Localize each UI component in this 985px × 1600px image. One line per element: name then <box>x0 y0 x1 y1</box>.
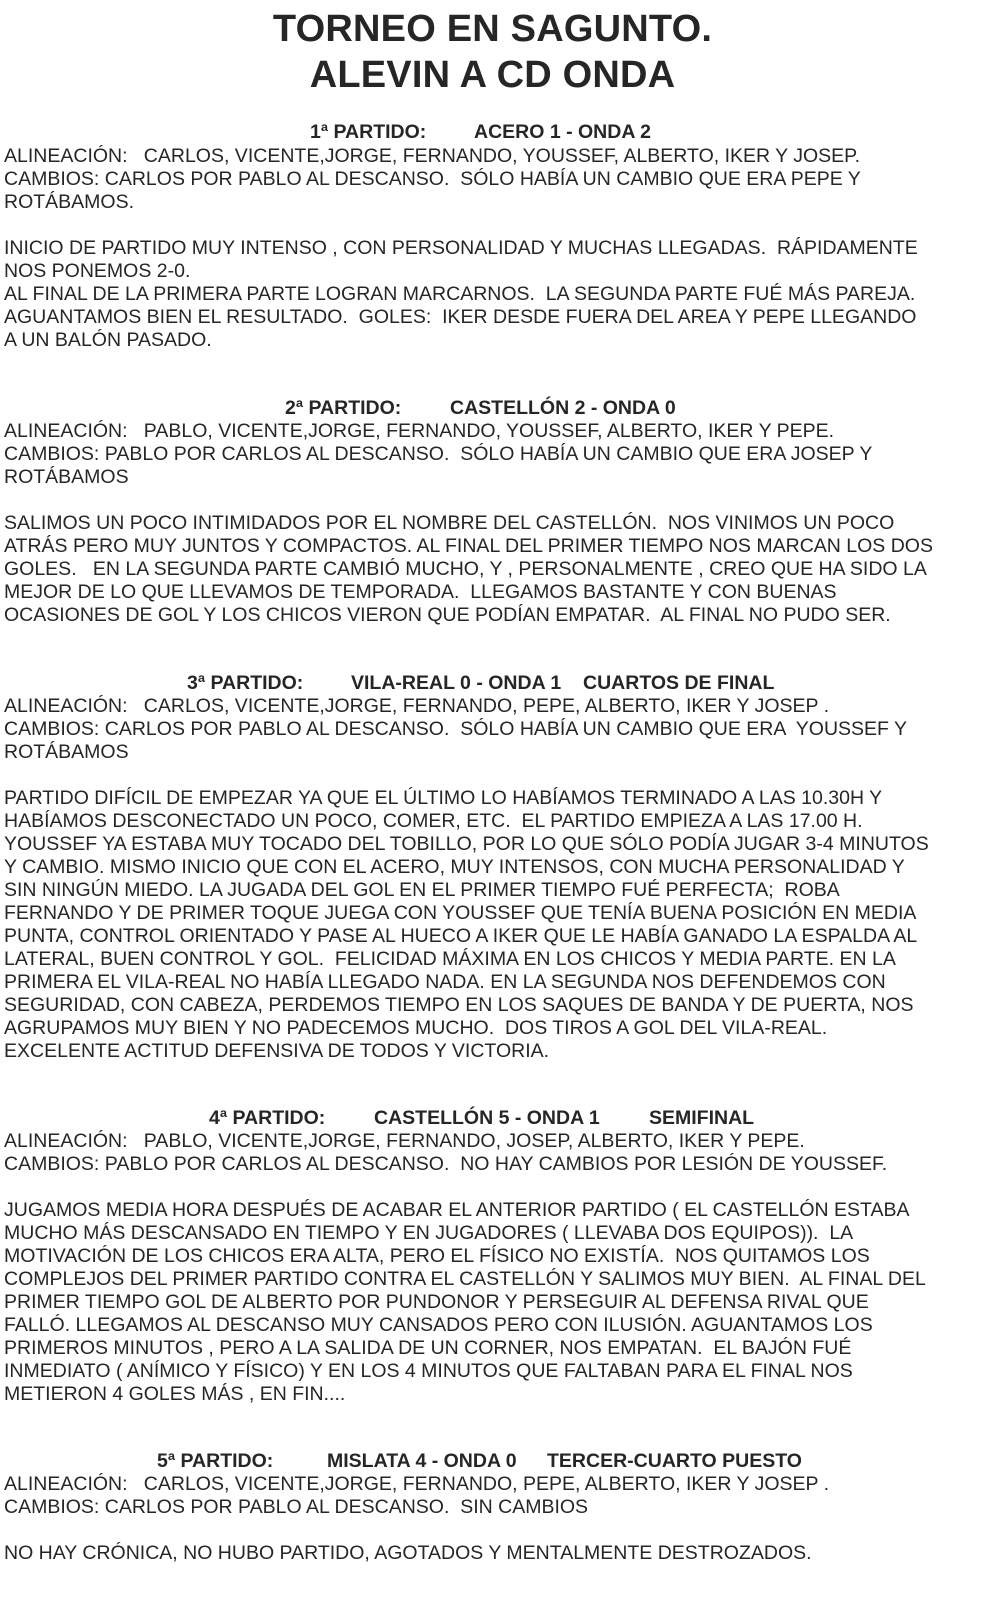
match-score: CASTELLÓN 2 - ONDA 0 <box>450 397 676 419</box>
text-line: PRIMER TIEMPO GOL DE ALBERTO POR PUNDONOR Y PERSEGUIR AL DEFENSA RIVAL QUE <box>4 1291 869 1313</box>
text-line: ROTÁBAMOS <box>4 741 129 763</box>
text-line: NOS PONEMOS 2-0. <box>4 260 191 282</box>
text-line: MOTIVACIÓN DE LOS CHICOS ERA ALTA, PERO EL FÍSICO NO EXISTÍA. NOS QUITAMOS LOS <box>4 1245 870 1267</box>
text-line: SEGURIDAD, CON CABEZA, PERDEMOS TIEMPO EN LOS SAQUES DE BANDA Y DE PUERTA, NOS <box>4 994 914 1016</box>
lineup-line: ALINEACIÓN: CARLOS, VICENTE,JORGE, FERNANDO, YOUSSEF, ALBERTO, IKER Y JOSEP. <box>4 145 861 167</box>
text-line: PUNTA, CONTROL ORIENTADO Y PASE AL HUECO A IKER QUE LE HABÍA GANADO LA ESPALDA AL <box>4 925 918 947</box>
text-line: SALIMOS UN POCO INTIMIDADOS POR EL NOMBRE DEL CASTELLÓN. NOS VINIMOS UN POCO <box>4 512 895 534</box>
text-line: JUGAMOS MEDIA HORA DESPUÉS DE ACABAR EL ANTERIOR PARTIDO ( EL CASTELLÓN ESTABA <box>4 1199 910 1221</box>
substitutions-line: CAMBIOS: CARLOS POR PABLO AL DESCANSO. SÓLO HABÍA UN CAMBIO QUE ERA YOUSSEF Y <box>4 718 908 740</box>
match-number: 2ª PARTIDO: <box>285 397 402 419</box>
match-round: TERCER-CUARTO PUESTO <box>547 1450 802 1472</box>
text-line: GOLES. EN LA SEGUNDA PARTE CAMBIÓ MUCHO, Y , PERSONALMENTE , CREO QUE HA SIDO LA <box>4 558 927 580</box>
text-line: COMPLEJOS DEL PRIMER PARTIDO CONTRA EL CASTELLÓN Y SALIMOS MUY BIEN. AL FINAL DEL <box>4 1268 926 1290</box>
text-line: OCASIONES DE GOL Y LOS CHICOS VIERON QUE PODÍAN EMPATAR. AL FINAL NO PUDO SER. <box>4 604 891 626</box>
text-line: A UN BALÓN PASADO. <box>4 329 212 351</box>
match-number: 3ª PARTIDO: <box>187 672 304 694</box>
title-line-1: TORNEO EN SAGUNTO. <box>272 8 713 50</box>
match-number: 5ª PARTIDO: <box>157 1450 274 1472</box>
lineup-line: ALINEACIÓN: PABLO, VICENTE,JORGE, FERNANDO, JOSEP, ALBERTO, IKER Y PEPE. <box>4 1130 805 1152</box>
text-line: LATERAL, BUEN CONTROL Y GOL. FELICIDAD MÁXIMA EN LOS CHICOS Y MEDIA PARTE. EN LA <box>4 948 896 970</box>
substitutions-line: CAMBIOS: CARLOS POR PABLO AL DESCANSO. SIN CAMBIOS <box>4 1496 589 1518</box>
substitutions-line: CAMBIOS: CARLOS POR PABLO AL DESCANSO. SÓLO HABÍA UN CAMBIO QUE ERA PEPE Y <box>4 168 861 190</box>
text-line: INMEDIATO ( ANÍMICO Y FÍSICO) Y EN LOS 4 MINUTOS QUE FALTABAN PARA EL FINAL NOS <box>4 1360 853 1382</box>
lineup-line: ALINEACIÓN: CARLOS, VICENTE,JORGE, FERNANDO, PEPE, ALBERTO, IKER Y JOSEP . <box>4 695 830 717</box>
text-line: NO HAY CRÓNICA, NO HUBO PARTIDO, AGOTADOS Y MENTALMENTE DESTROZADOS. <box>4 1542 812 1564</box>
match-score: CASTELLÓN 5 - ONDA 1 <box>374 1107 600 1129</box>
text-line: AL FINAL DE LA PRIMERA PARTE LOGRAN MARCARNOS. LA SEGUNDA PARTE FUÉ MÁS PAREJA. <box>4 283 916 305</box>
text-line: PARTIDO DIFÍCIL DE EMPEZAR YA QUE EL ÚLTIMO LO HABÍAMOS TERMINADO A LAS 10.30H Y <box>4 787 883 809</box>
text-line: PRIMEROS MINUTOS , PERO A LA SALIDA DE UN CORNER, NOS EMPATAN. EL BAJÓN FUÉ <box>4 1337 852 1359</box>
match-round: CUARTOS DE FINAL <box>583 672 775 694</box>
title-line-2: ALEVIN A CD ONDA <box>309 54 676 96</box>
match-number: 4ª PARTIDO: <box>209 1107 326 1129</box>
text-line: EXCELENTE ACTITUD DEFENSIVA DE TODOS Y VICTORIA. <box>4 1040 550 1062</box>
substitutions-line: CAMBIOS: PABLO POR CARLOS AL DESCANSO. SÓLO HABÍA UN CAMBIO QUE ERA JOSEP Y <box>4 443 873 465</box>
text-line: YOUSSEF YA ESTABA MUY TOCADO DEL TOBILLO, POR LO QUE SÓLO PODÍA JUGAR 3-4 MINUTOS <box>4 833 929 855</box>
text-line: Y CAMBIO. MISMO INICIO QUE CON EL ACERO, MUY INTENSOS, CON MUCHA PERSONALIDAD Y <box>4 856 905 878</box>
text-line: METIERON 4 GOLES MÁS , EN FIN.... <box>4 1383 346 1405</box>
text-line: FALLÓ. LLEGAMOS AL DESCANSO MUY CANSADOS PERO CON ILUSIÓN. AGUANTAMOS LOS <box>4 1314 873 1336</box>
lineup-line: ALINEACIÓN: PABLO, VICENTE,JORGE, FERNANDO, YOUSSEF, ALBERTO, IKER Y PEPE. <box>4 420 835 442</box>
text-line: HABÍAMOS DESCONECTADO UN POCO, COMER, ETC. EL PARTIDO EMPIEZA A LAS 17.00 H. <box>4 810 863 832</box>
text-line: ROTÁBAMOS. <box>4 191 135 213</box>
text-line: MUCHO MÁS DESCANSADO EN TIEMPO Y EN JUGADORES ( LLEVABA DOS EQUIPOS)). LA <box>4 1222 854 1244</box>
text-line: ATRÁS PERO MUY JUNTOS Y COMPACTOS. AL FINAL DEL PRIMER TIEMPO NOS MARCAN LOS DOS <box>4 535 933 557</box>
match-score: MISLATA 4 - ONDA 0 <box>327 1450 517 1472</box>
match-score: ACERO 1 - ONDA 2 <box>474 121 651 143</box>
text-line: SIN NINGÚN MIEDO. LA JUGADA DEL GOL EN EL PRIMER TIEMPO FUÉ PERFECTA; ROBA <box>4 879 840 901</box>
text-line: AGUANTAMOS BIEN EL RESULTADO. GOLES: IKER DESDE FUERA DEL AREA Y PEPE LLEGANDO <box>4 306 917 328</box>
text-line: AGRUPAMOS MUY BIEN Y NO PADECEMOS MUCHO. DOS TIROS A GOL DEL VILA-REAL. <box>4 1017 828 1039</box>
match-score: VILA-REAL 0 - ONDA 1 <box>351 672 562 694</box>
text-line: FERNANDO Y DE PRIMER TOQUE JUEGA CON YOUSSEF QUE TENÍA BUENA POSICIÓN EN MEDIA <box>4 902 917 924</box>
text-line: PRIMERA EL VILA-REAL NO HABÍA LLEGADO NADA. EN LA SEGUNDA NOS DEFENDEMOS CON <box>4 971 886 993</box>
text-line: MEJOR DE LO QUE LLEVAMOS DE TEMPORADA. LLEGAMOS BASTANTE Y CON BUENAS <box>4 581 837 603</box>
text-line: ROTÁBAMOS <box>4 466 129 488</box>
text-line: INICIO DE PARTIDO MUY INTENSO , CON PERSONALIDAD Y MUCHAS LLEGADAS. RÁPIDAMENTE <box>4 237 918 259</box>
lineup-line: ALINEACIÓN: CARLOS, VICENTE,JORGE, FERNANDO, PEPE, ALBERTO, IKER Y JOSEP . <box>4 1473 830 1495</box>
substitutions-line: CAMBIOS: PABLO POR CARLOS AL DESCANSO. NO HAY CAMBIOS POR LESIÓN DE YOUSSEF. <box>4 1153 888 1175</box>
match-round: SEMIFINAL <box>649 1107 755 1129</box>
match-number: 1ª PARTIDO: <box>310 121 427 143</box>
